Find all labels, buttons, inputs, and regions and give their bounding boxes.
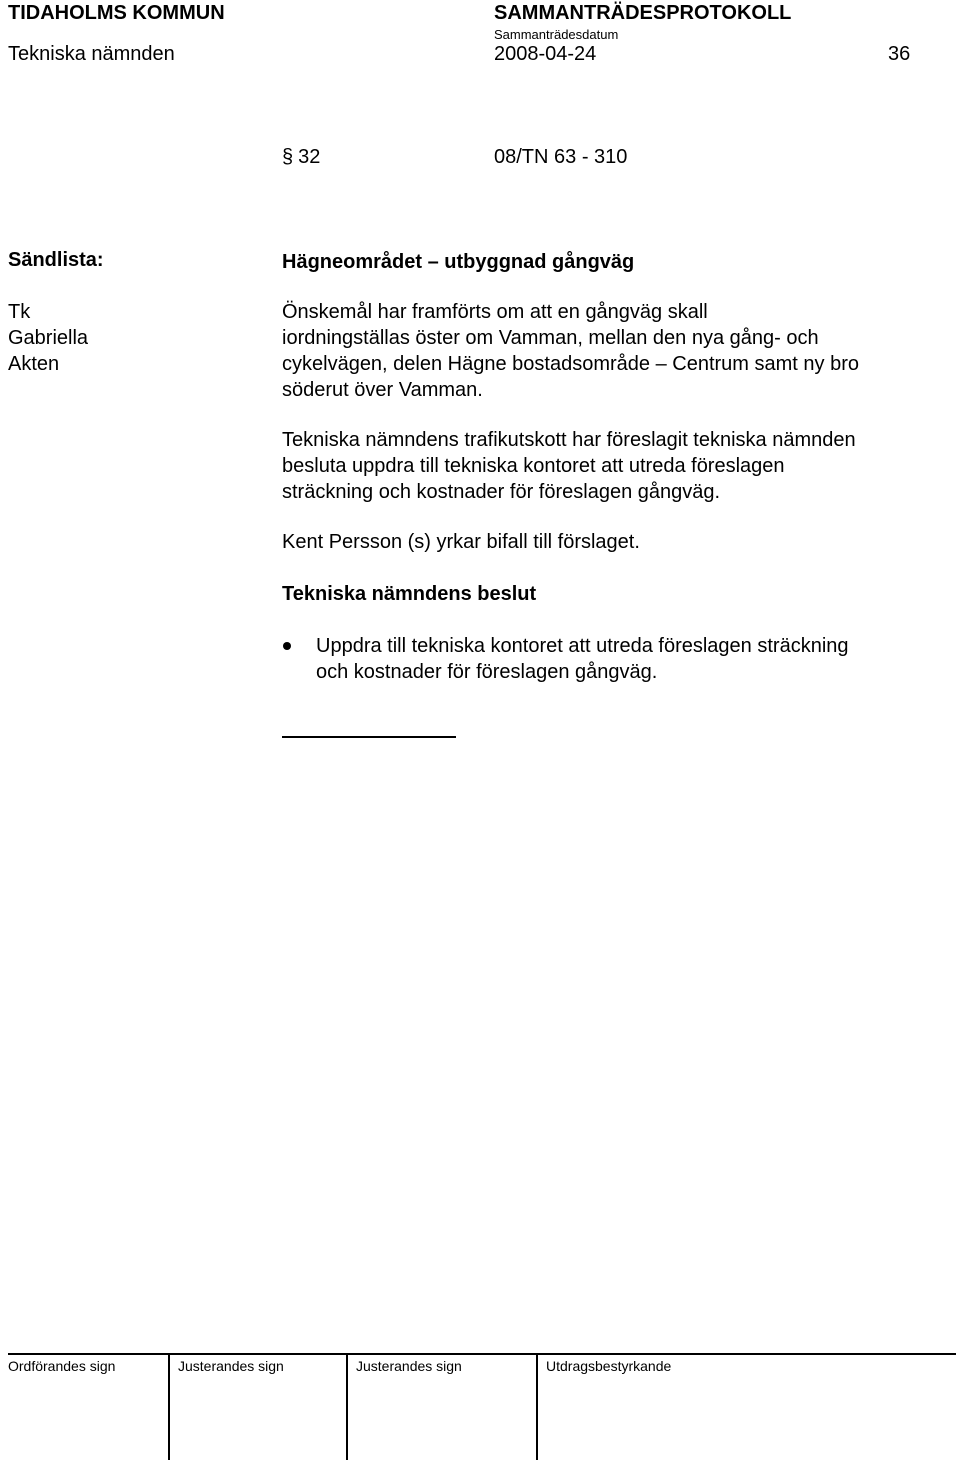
subject-heading: Hägneområdet – utbyggnad gångväg (282, 251, 635, 273)
protocol-body (282, 249, 952, 685)
signature-divider (536, 1355, 538, 1460)
date-caption: Sammanträdesdatum (494, 27, 619, 42)
meeting-date: 2008-04-24 (494, 43, 597, 65)
signature-label-certification: Utdragsbestyrkande (546, 1358, 672, 1374)
section-symbol: § (282, 146, 294, 168)
decision-item-text: Uppdra till tekniska kontoret att utreda föreslagen sträckning och kostnader för föreslagen gångväg. (316, 635, 849, 683)
decision-heading: Tekniska nämndens beslut (282, 583, 537, 605)
paragraph-reference (282, 146, 320, 169)
signature-label-adjuster-2: Justerandes sign (356, 1358, 462, 1374)
end-rule (282, 736, 456, 738)
send-list-title: Sändlista: (8, 249, 104, 271)
signature-bar-rule (8, 1353, 956, 1355)
signature-label-adjuster-1: Justerandes sign (178, 1358, 284, 1374)
recipient: Tk (8, 301, 31, 323)
recipient: Gabriella (8, 327, 89, 349)
organization-name: TIDAHOLMS KOMMUN (8, 2, 225, 24)
recipient: Akten (8, 353, 60, 375)
signature-label-chair: Ordförandes sign (8, 1358, 116, 1374)
signature-divider (346, 1355, 348, 1460)
committee-name: Tekniska nämnden (8, 43, 175, 65)
signature-divider (168, 1355, 170, 1460)
bullet-icon (282, 633, 316, 685)
paragraph-number: 32 (298, 146, 321, 168)
document-type: SAMMANTRÄDESPROTOKOLL (494, 2, 792, 24)
motion-paragraph: Kent Persson (s) yrkar bifall till förslaget. (282, 531, 640, 553)
send-list-recipients (8, 299, 88, 377)
decision-item (282, 633, 952, 685)
page-number: 36 (888, 43, 911, 65)
proposal-paragraph: Tekniska nämndens trafikutskott har föreslagit tekniska nämnden besluta uppdra till tekniska kontoret att utreda föreslagen sträckning och kostnader för föreslagen gångväg. (282, 429, 856, 503)
case-number: 08/TN 63 - 310 (494, 146, 628, 168)
background-paragraph: Önskemål har framförts om att en gångväg skall iordningställas öster om Vamman, mellan den nya gång- och cykelvägen, delen Hägne bostadsområde – Centrum samt ny bro söderut över Vamman. (282, 301, 859, 401)
